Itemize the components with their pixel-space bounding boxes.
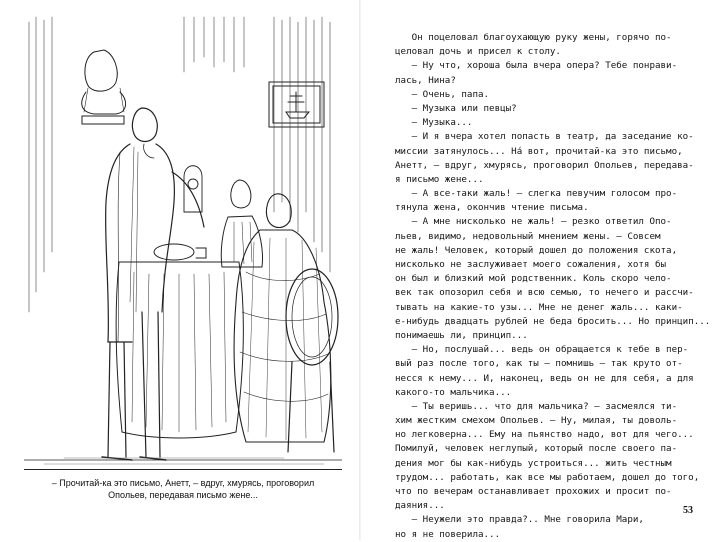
text-line: – И я вчера хотел попасть в театр, да заседание ко- — [395, 131, 694, 143]
text-line: целовал дочь и присел к столу. — [395, 46, 561, 58]
text-line: он был и близкий мой родственник. Коль скоро чело- — [395, 273, 672, 285]
text-line: вый раз после того, как ты – помнишь – так круто от- — [395, 358, 683, 370]
text-line: что по вечерам останавливает прохожих и просит по- — [395, 486, 672, 497]
text-line: – Музыка... — [395, 117, 473, 129]
text-line: Он поцеловал благоухающую руку жены, горячо по- — [395, 32, 672, 43]
caption-line: – Прочитай-ка это письмо, Анетт, – вдруг, хмурясь, проговорил — [51, 478, 315, 488]
seated-wife — [234, 194, 331, 442]
text-line: миссии затянулось... На́ вот, прочитай-ка это письмо, — [395, 145, 683, 157]
bust-statue — [82, 50, 126, 124]
text-line: понимаешь ли, принцип... — [395, 329, 528, 341]
text-line: даяния... — [395, 500, 445, 512]
text-line: – Но, послушай... ведь он обращается к тебе в пер- — [395, 344, 689, 356]
text-line: тывать на какие-то узы... Мне не денег жаль... каки- — [395, 301, 683, 313]
text-line: – А все-таки жаль! – слегка певучим голосом про- — [395, 188, 678, 200]
caption-divider — [24, 469, 342, 470]
text-line: – Музыка или певцы? — [395, 102, 517, 114]
text-line: трудом... работать, как все мы работаем, дошел до того, — [395, 471, 700, 483]
text-line: – Неужели это правда?.. Мне говорила Мари, — [395, 514, 644, 526]
text-line: Анетт, – вдруг, хмурясь, проговорил Опольев, передава- — [395, 159, 694, 171]
tea-table — [116, 244, 243, 438]
text-line: хим жестким смехом Опольев. – Ну, милая, ты доволь- — [395, 415, 678, 427]
text-line: е-нибудь двадцать рублей не беда бросить... Но принцип... — [395, 315, 711, 327]
ship-painting — [269, 82, 324, 127]
body-text — [395, 31, 711, 542]
text-line: я письмо жене... — [395, 173, 484, 185]
text-line: но я не поверила... — [395, 528, 501, 540]
wall-hatching — [29, 17, 330, 312]
page-number: 53 — [683, 505, 693, 516]
text-line: – Очень, папа. — [395, 88, 490, 100]
text-line: Помилуй, человек неглупый, который после своего па- — [395, 443, 678, 455]
mantel-clock — [184, 166, 202, 212]
text-line: несся к нему... И, наконец, ведь он не для себя, а для — [395, 372, 694, 384]
text-line: какого-то мальчика... — [395, 386, 512, 398]
text-line: век так опозорил себя и всю семью, то нечего и рассчи- — [395, 287, 694, 299]
page-gutter — [359, 0, 361, 540]
text-line: но легковерна... Ему на пьянство надо, вот для чего... — [395, 429, 694, 441]
caption-line: Опольев, передавая письмо жене... — [108, 490, 258, 500]
seated-daughter — [221, 180, 262, 267]
text-line: – А мне нисколько не жаль! – резко ответил Опо- — [395, 216, 672, 228]
illustration-caption — [28, 477, 338, 501]
text-line: нисколько не заслуживает моего сожаления, хотя бы — [395, 259, 667, 270]
text-line: – Ну что, хороша была вчера опера? Тебе понрави- — [395, 60, 678, 72]
text-line: – Ты веришь... что для мальчика? – засмеялся ти- — [395, 400, 678, 412]
text-line: тянула жена, окончив чтение письма. — [395, 202, 589, 214]
illustration — [24, 12, 342, 467]
text-line: дения мог бы как-нибудь устроиться... жить честным — [395, 457, 672, 469]
text-line: не жаль! Человек, который дошел до положения скота, — [395, 244, 678, 256]
text-line: лась, Нина? — [395, 74, 456, 86]
text-line: льев, видимо, недовольный мнением жены. – Совсем — [395, 230, 661, 242]
